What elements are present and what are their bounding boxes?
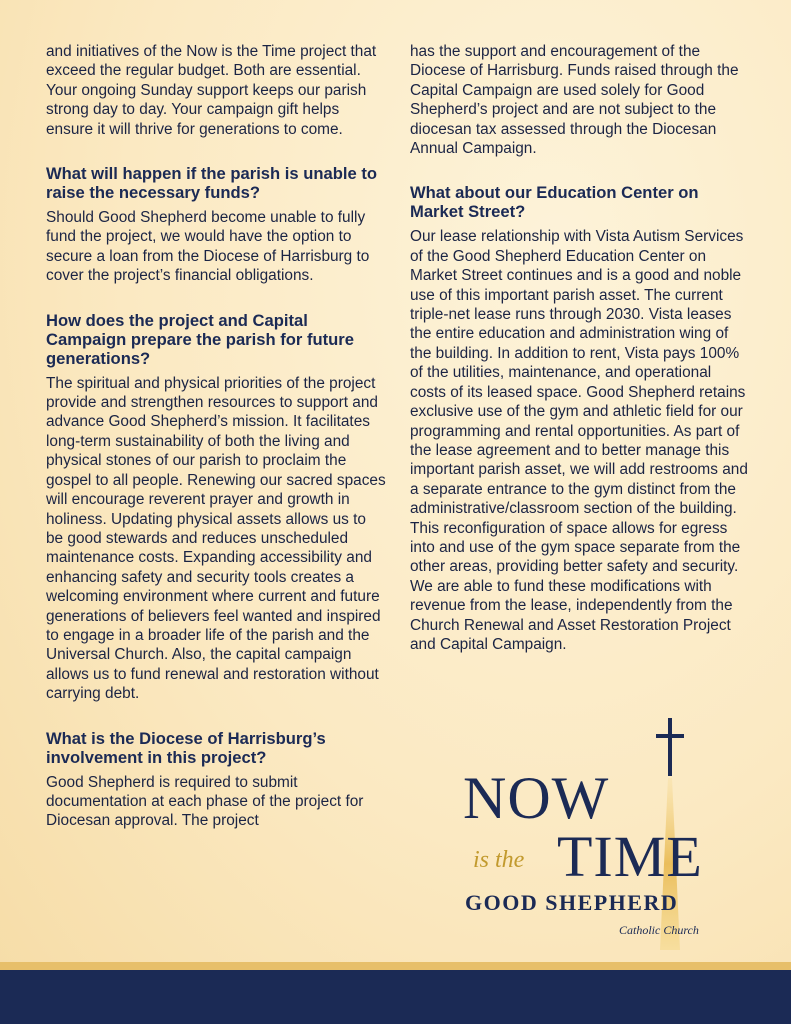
answer-funds-paragraph: Should Good Shepherd become unable to fully fund the project, we would have the option to secure a loan from the Diocese of Harrisburg to cover the project’s financial obligations. <box>46 209 370 285</box>
question-education-heading: What about our Education Center on Market Street? <box>410 183 699 222</box>
answer-diocese-paragraph: Good Shepherd is required to submit documentation at each phase of the project for Diocesan approval. The project <box>46 773 364 830</box>
logo-is-the-text: is the <box>473 847 525 873</box>
answer-education-paragraph: Our lease relationship with Vista Autism Services of the Good Shepherd Education Center on Market Street continues and is a good and noble use of this important parish asset. The current triple-net lease runs through 2030. Vista leases the entire education and administration wing of the building. In addition to rent, Vista pays 100% of the utilities, maintenance, and operational costs of its leased space. Good Shepherd retains exclusive use of the gym and athletic field for our programming and rental opportunities. As part of the lease agreement and to better manage this important parish asset, we will add restrooms and a separate entrance to the gym distinct from the administrative/classroom section of the building. This reconfiguration of space allows for egress into and use of the gym space separate from the other areas, providing better safety and security. We are able to fund these modifications with revenue from the lease, independently from the Church Renewal and Asset Restoration Project and Capital Campaign. <box>410 228 748 653</box>
logo-catholic-church-text: Catholic Church <box>619 923 699 937</box>
question-future-heading: How does the project and Capital Campaign prepare the parish for future generations? <box>46 310 354 368</box>
logo-time-text: TIME <box>557 824 703 889</box>
left-column <box>46 42 386 831</box>
logo-now-text: NOW <box>463 765 610 831</box>
logo-good-shepherd-text: GOOD SHEPHERD <box>465 890 679 915</box>
answer-future-paragraph: The spiritual and physical priorities of the project provide and strengthen resources to support and advance Good Shepherd’s mission. It facilitates long-term sustainability of both the living and physical stones of our parish to proclaim the gospel to all people. Renewing our sacred spaces will encourage reverent prayer and growth in holiness. Updating physical assets allows us to be good stewards and reduces unscheduled maintenance costs. Expanding accessibility and enhancing safety and security tools creates a welcoming environment where current and future generations of believers feel wanted and inspired to engage in a broader life of the parish and the Universal Church. Also, the capital campaign allows us to fund renewal and restoration without carrying debt. <box>46 374 386 703</box>
question-funds-heading: What will happen if the parish is unable to raise the necessary funds? <box>46 164 377 203</box>
left-intro-paragraph: and initiatives of the Now is the Time project that exceed the regular budget. Both are essential. Your ongoing Sunday support keeps our parish strong day to day. Your campaign gift helps ensure it will thrive for generations to come. <box>46 43 377 138</box>
question-diocese-heading: What is the Diocese of Harrisburg’s involvement in this project? <box>46 728 326 767</box>
right-intro-paragraph: has the support and encouragement of the Diocese of Harrisburg. Funds raised through the Capital Campaign are used solely for Good Shepherd’s project and are not subject to the diocesan tax assessed through the Diocesan Annual Campaign. <box>410 43 739 158</box>
right-column <box>410 42 750 654</box>
now-is-the-time-logo <box>455 718 725 950</box>
footer-navy-band <box>0 970 791 1024</box>
